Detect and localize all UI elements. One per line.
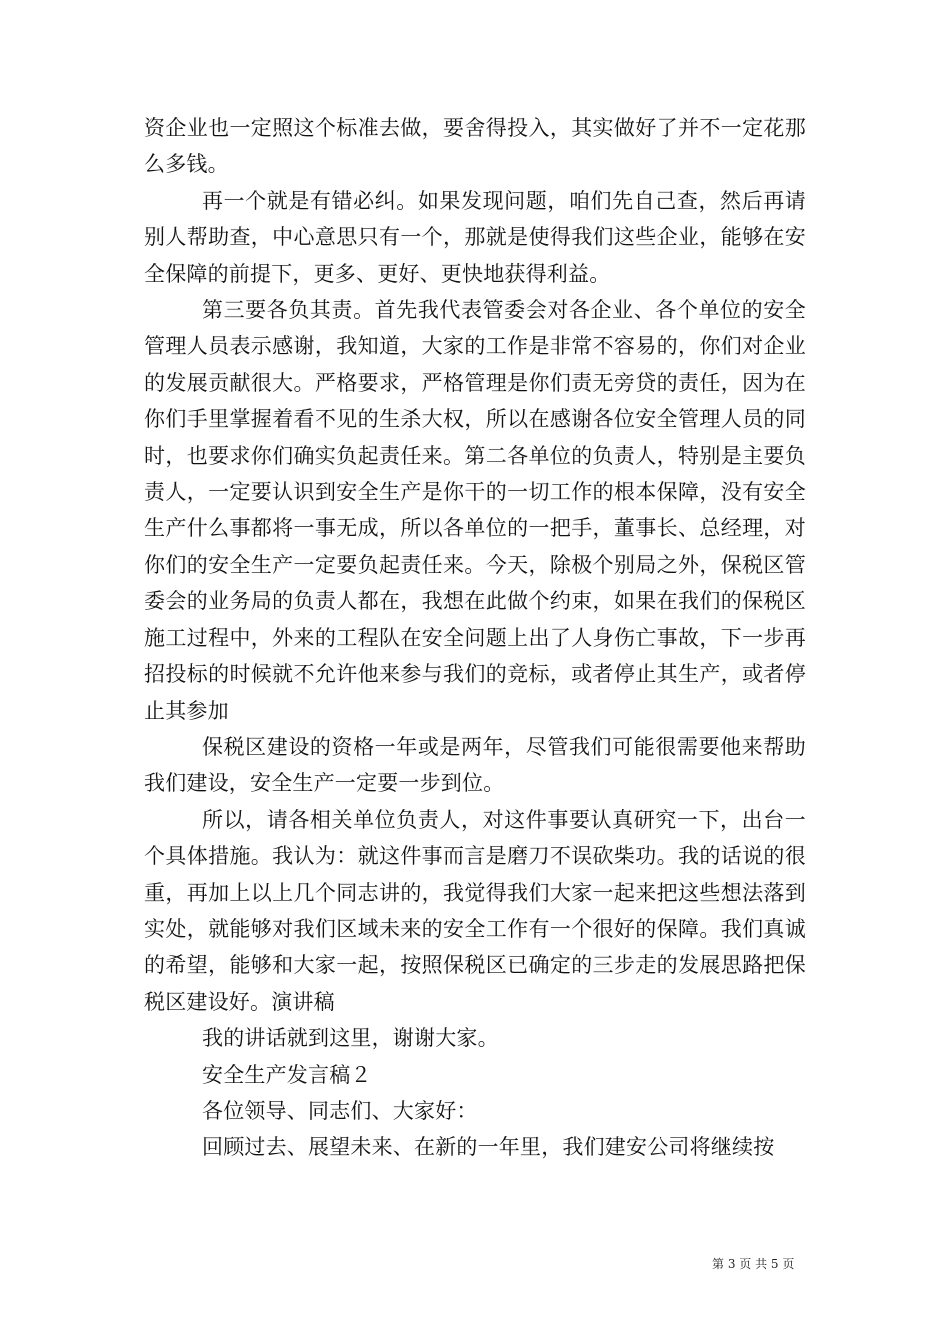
page-number-label: 第 3 页 共 5 页: [712, 1257, 795, 1271]
paragraph: 再一个就是有错必纠。如果发现问题，咱们先自己查，然后再请别人帮助查，中心意思只有一个，那就是使得我们这些企业，能够在安全保障的前提下，更多、更好、更快地获得利益。: [144, 188, 806, 286]
section-heading: 安全生产发言稿２: [202, 1062, 372, 1087]
paragraph: 保税区建设的资格一年或是两年，尽管我们可能很需要他来帮助我们建设，安全生产一定要一步到位。: [144, 734, 806, 796]
document-body: [144, 110, 806, 1166]
paragraph-continuation: 资企业也一定照这个标准去做，要舍得投入，其实做好了并不一定花那么多钱。: [144, 116, 806, 177]
paragraph: 第三要各负其责。首先我代表管委会对各企业、各个单位的安全管理人员表示感谢，我知道，大家的工作是非常不容易的，你们对企业的发展贡献很大。严格要求，严格管理是你们责无旁贷的责任，因为在你们手里掌握着看不见的生杀大权，所以在感谢各位安全管理人员的同时，也要求你们确实负起责任来。第二各单位的负责人，特别是主要负责人，一定要认识到安全生产是你干的一切工作的根本保障，没有安全生产什么事都将一事无成，所以各单位的一把手，董事长、总经理，对你们的安全生产一定要负起责任来。今天，除极个别局之外，保税区管委会的业务局的负责人都在，我想在此做个约束，如果在我们的保税区施工过程中，外来的工程队在安全问题上出了人身伤亡事故，下一步再招投标的时候就不允许他来参与我们的竞标，或者停止其生产，或者停止其参加: [144, 298, 806, 723]
paragraph: 回顾过去、展望未来、在新的一年里，我们建安公司将继续按: [202, 1135, 775, 1160]
paragraph-closing: 我的讲话就到这里，谢谢大家。: [202, 1026, 499, 1051]
page-number-footer: [712, 1255, 794, 1272]
salutation: 各位领导、同志们、大家好：: [202, 1098, 478, 1123]
paragraph: 所以，请各相关单位负责人，对这件事要认真研究一下，出台一个具体措施。我认为：就这件事而言是磨刀不误砍柴功。我的话说的很重，再加上以上几个同志讲的，我觉得我们大家一起来把这些想法落到实处，就能够对我们区域未来的安全工作有一个很好的保障。我们真诚的希望，能够和大家一起，按照保税区已确定的三步走的发展思路把保税区建设好。演讲稿: [144, 807, 806, 1014]
